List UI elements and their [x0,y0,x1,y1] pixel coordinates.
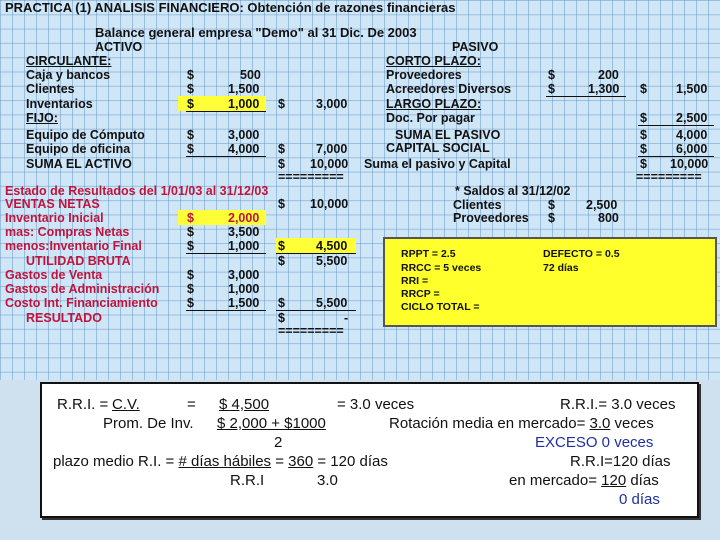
diferencia-dias: 0 días [619,491,660,508]
rri-summary: R.R.I.= 3.0 veces [560,396,676,413]
currency: $ [278,197,285,211]
inv-final-label: menos:Inventario Final [5,239,142,253]
plazo-medio-result: = 120 días [313,453,388,470]
computo-value: 3,000 [228,128,260,142]
edo-title: Estado de Resultados del 1/01/03 al 31/12/03 [5,184,269,198]
dias-habiles: # días hábiles [178,453,272,470]
inv-inicial-value: 2,000 [228,211,260,225]
ratio-rppt: RPPT = 2.5 [401,248,456,260]
acreedores-value: 1,300 [588,82,620,96]
ratio-defecto: DEFECTO = 0.5 [543,248,620,260]
sheet-title: PRACTICA (1) ANALISIS FINANCIERO: Obtención de razones financieras [5,0,456,15]
currency: $ [187,142,194,156]
ventas-value: 10,000 [310,197,349,211]
currency: $ [278,97,285,111]
exceso: EXCESO 0 veces [535,434,654,451]
inventarios-label: Inventarios [26,97,93,111]
fijo-total: 7,000 [316,142,348,156]
currency: $ [278,157,285,171]
proveedores-label: Proveedores [386,68,462,82]
inv-inicial-label: Inventario Inicial [5,211,104,225]
currency: $ [187,239,194,253]
currency: $ [187,82,194,96]
circulante-label: CIRCULANTE: [26,54,112,68]
corto-plazo-label: CORTO PLAZO: [386,54,481,68]
circulante-total: 3,000 [316,97,348,111]
saldo-prov-value: 800 [598,211,619,225]
ga-value: 1,000 [228,282,260,296]
plazo-mercado-value: 120 [601,472,627,489]
currency: $ [187,68,194,82]
prom-inv-label: Prom. De Inv. [103,415,194,432]
proveedores-value: 200 [598,68,619,82]
rri-numerator-cv: C.V. [112,396,140,413]
clientes-label: Clientes [26,82,75,96]
resultado-value: - [344,311,349,325]
doc-label: Doc. Por pagar [386,111,475,125]
compras-label: mas: Compras Netas [5,225,130,239]
ratio-rrcc: RRCC = 5 veces [401,262,482,274]
oficina-value: 4,000 [228,142,260,156]
plazo-medio [53,453,388,471]
oficina-label: Equipo de oficina [26,142,131,156]
currency: $ [548,82,555,96]
suma-pc-label: Suma el pasivo y Capital [364,157,511,171]
currency: $ [548,211,555,225]
currency: $ [187,97,194,111]
gv-value: 3,000 [228,268,260,282]
balance-title: Balance general empresa "Demo" al 31 Dic. De 2003 [95,25,417,40]
underline [638,125,714,126]
suma-pasivo-value: 4,000 [676,128,708,142]
currency: $ [187,268,194,282]
suma-activo-value: 10,000 [310,157,349,171]
plazo-mercado [509,472,659,490]
suma-pasivo-label: SUMA EL PASIVO [395,128,501,142]
currency: $ [548,198,555,212]
rri-denominator-value: 3.0 [317,472,338,489]
currency: $ [640,142,647,156]
utilidad-value: 5,500 [316,254,348,268]
rri-numerator-value: $ 4,500 [219,396,270,413]
ga-label: Gastos de Administración [5,282,160,296]
clientes-value: 1,500 [228,82,260,96]
underline [546,96,626,97]
underline [186,310,266,311]
cif-label: Costo Int. Financiamiento [5,296,158,310]
underline [186,156,266,157]
prom-inv-denominator: $ 2,000 + $1000 [217,415,326,432]
caja-value: 500 [240,68,261,82]
rri-denominator-label: R.R.I [230,472,265,489]
doc-value: 2,500 [676,111,708,125]
acreedores-label: Acreedores Diversos [386,82,512,96]
saldo-clientes-value: 2,500 [586,198,618,212]
divisor-two: 2 [274,434,283,451]
saldo-clientes-label: Clientes [453,198,502,212]
currency: $ [187,296,194,310]
currency: $ [640,128,647,142]
ratio-rrcp: RRCP = [401,288,440,300]
inventarios-value: 1,000 [228,97,260,111]
activo-header: ACTIVO [95,40,143,54]
currency: $ [278,142,285,156]
costo-ventas-value: 4,500 [316,239,348,253]
rotacion-mercado-unit: veces [610,415,654,432]
capital-label: CAPITAL SOCIAL [386,141,490,155]
equals: = [187,396,196,413]
explanation-panel [40,382,699,518]
ventas-label: VENTAS NETAS [5,197,100,211]
plazo-mercado-unit: días [626,472,659,489]
plazo-mercado-label: en mercado= [509,472,602,489]
underline [186,111,266,112]
currency: $ [187,211,194,225]
double-rule: ========= [278,170,344,184]
gv-label: Gastos de Venta [5,268,103,282]
currency: $ [187,225,194,239]
cif-value: 1,500 [228,296,260,310]
currency: $ [187,282,194,296]
saldos-title: * Saldos al 31/12/02 [455,184,571,198]
suma-pc-value: 10,000 [670,157,709,171]
inv-final-value: 1,000 [228,239,260,253]
ratio-ciclo-total: CICLO TOTAL = [401,301,480,313]
rri-result: = 3.0 veces [337,396,415,413]
gastos-total: 5,500 [316,296,348,310]
utilidad-label: UTILIDAD BRUTA [26,254,131,268]
currency: $ [278,296,285,310]
currency: $ [187,128,194,142]
corto-plazo-total: 1,500 [676,82,708,96]
compras-value: 3,500 [228,225,260,239]
currency: $ [278,311,285,325]
suma-activo-label: SUMA EL ACTIVO [26,157,132,171]
computo-label: Equipo de Cómputo [26,128,145,142]
rri-label: R.R.I. = [57,396,109,413]
rotacion-mercado [389,415,654,433]
largo-plazo-label: LARGO PLAZO: [386,97,482,111]
caja-label: Caja y bancos [26,68,111,82]
dias-360: 360 [288,453,314,470]
double-rule: ========= [636,170,702,184]
currency: $ [640,157,647,171]
pasivo-header: PASIVO [452,40,499,54]
currency: $ [640,111,647,125]
saldo-prov-label: Proveedores [453,211,529,225]
rri-120-dias: R.R.I=120 días [570,453,671,470]
ratios-box [383,237,717,327]
plazo-medio-label: plazo medio R.I. = [53,453,179,470]
rotacion-mercado-label: Rotación media en mercado= [389,415,590,432]
double-rule: ========= [278,324,344,338]
currency: $ [278,254,285,268]
ratio-rri: RRI = [401,275,429,287]
currency: $ [548,68,555,82]
capital-value: 6,000 [676,142,708,156]
ratio-72-dias: 72 días [543,262,579,274]
currency: $ [640,82,647,96]
currency: $ [278,239,285,253]
fijo-label: FIJO: [26,111,58,125]
underline [186,253,266,254]
equals: = [271,453,289,470]
resultado-label: RESULTADO [26,311,102,325]
rotacion-mercado-value: 3.0 [589,415,611,432]
